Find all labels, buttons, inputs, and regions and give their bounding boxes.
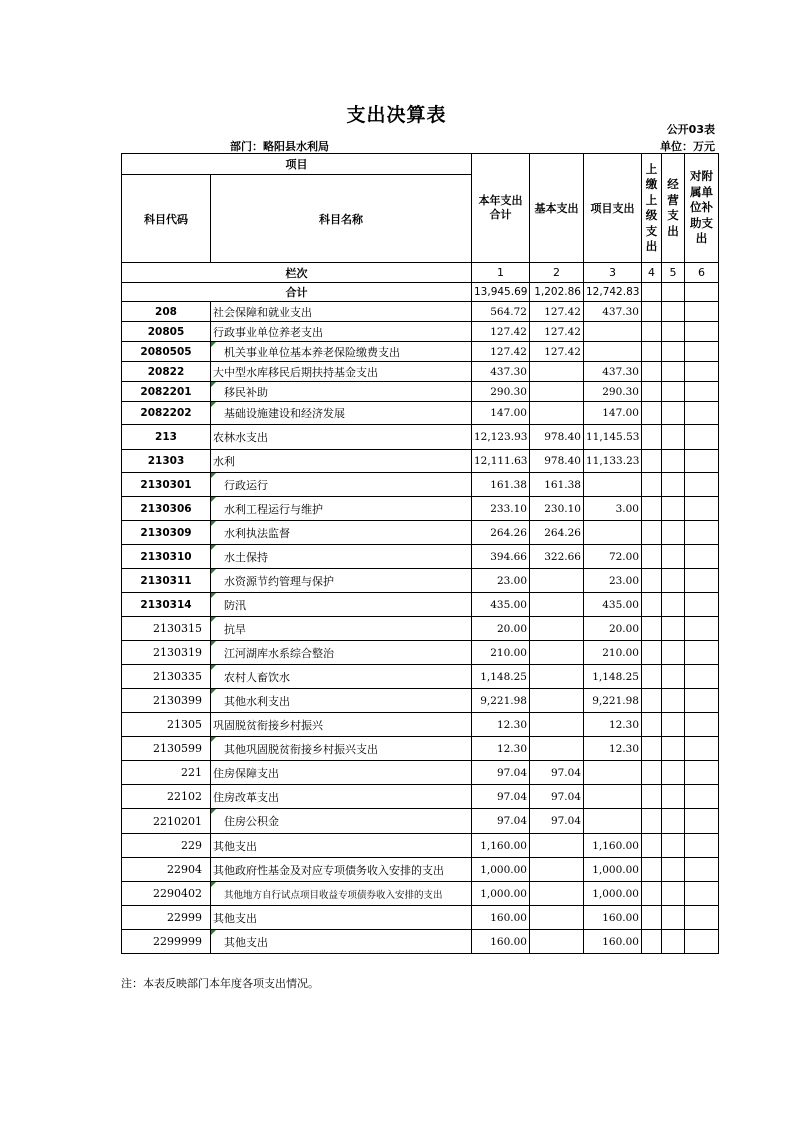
row-total: 290.30 [472, 382, 530, 402]
header-name: 科目名称 [211, 175, 472, 263]
row-total: 437.30 [472, 362, 530, 382]
row-upper [642, 425, 662, 450]
table-row [122, 497, 719, 521]
row-name: 其他政府性基金及对应专项债务收入安排的支出 [211, 858, 472, 882]
row-project: 1,000.00 [584, 858, 642, 882]
row-code: 2130399 [122, 689, 211, 713]
row-name: 江河湖库水系综合整治 [211, 641, 472, 665]
total-row-subsidy [685, 283, 719, 302]
header-subsidy [685, 154, 719, 263]
row-business [662, 545, 685, 569]
row-basic [530, 593, 584, 617]
row-name: 防汛 [211, 593, 472, 617]
form-number: 公开03表 [666, 123, 715, 136]
table-row [122, 665, 719, 689]
row-business [662, 641, 685, 665]
row-upper [642, 569, 662, 593]
row-name: 其他支出 [211, 834, 472, 858]
row-business [662, 362, 685, 382]
row-name: 行政运行 [211, 473, 472, 497]
row-business [662, 785, 685, 809]
header-total: 本年支出合计 [472, 154, 530, 263]
row-subsidy [685, 809, 719, 834]
row-business [662, 450, 685, 473]
row-name: 其他支出 [211, 930, 472, 954]
header-basic: 基本支出 [530, 154, 584, 263]
row-code: 2130306 [122, 497, 211, 521]
table-row [122, 593, 719, 617]
row-upper [642, 497, 662, 521]
row-project [584, 342, 642, 362]
row-subsidy [685, 882, 719, 906]
row-upper [642, 450, 662, 473]
row-business [662, 713, 685, 737]
row-upper [642, 930, 662, 954]
row-business [662, 593, 685, 617]
row-total: 264.26 [472, 521, 530, 545]
table-row [122, 882, 719, 906]
row-code: 2082202 [122, 402, 211, 425]
table-row [122, 761, 719, 785]
row-project: 9,221.98 [584, 689, 642, 713]
row-business [662, 809, 685, 834]
row-business [662, 402, 685, 425]
row-project [584, 761, 642, 785]
row-project [584, 809, 642, 834]
column-index-4: 4 [642, 263, 662, 283]
footnote: 注：本表反映部门本年度各项支出情况。 [121, 977, 319, 990]
row-basic: 127.42 [530, 302, 584, 322]
expenditure-table [121, 153, 719, 954]
row-name: 社会保障和就业支出 [211, 302, 472, 322]
row-code: 2299999 [122, 930, 211, 954]
row-name: 农林水支出 [211, 425, 472, 450]
row-name: 基础设施建设和经济发展 [211, 402, 472, 425]
row-total: 1,000.00 [472, 882, 530, 906]
row-business [662, 302, 685, 322]
row-code: 2130309 [122, 521, 211, 545]
row-total: 23.00 [472, 569, 530, 593]
row-upper [642, 761, 662, 785]
row-upper [642, 402, 662, 425]
row-subsidy [685, 545, 719, 569]
row-basic: 230.10 [530, 497, 584, 521]
row-project [584, 521, 642, 545]
table-row [122, 545, 719, 569]
row-basic [530, 689, 584, 713]
row-upper [642, 713, 662, 737]
table-row [122, 617, 719, 641]
column-index-6: 6 [685, 263, 719, 283]
row-project: 290.30 [584, 382, 642, 402]
row-code: 2080505 [122, 342, 211, 362]
row-total: 97.04 [472, 761, 530, 785]
row-upper [642, 665, 662, 689]
row-upper [642, 882, 662, 906]
row-project: 11,145.53 [584, 425, 642, 450]
row-upper [642, 834, 662, 858]
row-upper [642, 737, 662, 761]
row-subsidy [685, 834, 719, 858]
row-code: 22999 [122, 906, 211, 930]
row-name: 水资源节约管理与保护 [211, 569, 472, 593]
unit-label: 单位：万元 [660, 140, 715, 153]
header-code: 科目代码 [122, 175, 211, 263]
row-code: 2130314 [122, 593, 211, 617]
table-row [122, 737, 719, 761]
total-row-business [662, 283, 685, 302]
row-code: 2130301 [122, 473, 211, 497]
row-code: 2130335 [122, 665, 211, 689]
table-row [122, 362, 719, 382]
row-subsidy [685, 569, 719, 593]
row-total: 210.00 [472, 641, 530, 665]
column-index-2: 2 [530, 263, 584, 283]
header-upper-text: 上缴上级支出 [645, 161, 658, 253]
row-total: 9,221.98 [472, 689, 530, 713]
row-code: 2082201 [122, 382, 211, 402]
row-project: 437.30 [584, 302, 642, 322]
row-basic [530, 737, 584, 761]
row-project: 72.00 [584, 545, 642, 569]
row-basic: 322.66 [530, 545, 584, 569]
row-total: 127.42 [472, 322, 530, 342]
row-basic [530, 362, 584, 382]
row-business [662, 689, 685, 713]
row-basic [530, 930, 584, 954]
row-business [662, 617, 685, 641]
row-code: 2130319 [122, 641, 211, 665]
department-label: 部门：略阳县水利局 [230, 140, 329, 153]
row-basic: 97.04 [530, 809, 584, 834]
row-subsidy [685, 641, 719, 665]
table-row [122, 473, 719, 497]
row-name: 机关事业单位基本养老保险缴费支出 [211, 342, 472, 362]
row-total: 147.00 [472, 402, 530, 425]
row-code: 2290402 [122, 882, 211, 906]
row-code: 21303 [122, 450, 211, 473]
row-name: 其他水利支出 [211, 689, 472, 713]
row-business [662, 382, 685, 402]
row-project: 12.30 [584, 713, 642, 737]
row-project: 3.00 [584, 497, 642, 521]
row-business [662, 322, 685, 342]
row-total: 564.72 [472, 302, 530, 322]
row-total: 1,160.00 [472, 834, 530, 858]
row-basic [530, 402, 584, 425]
row-name: 其他支出 [211, 906, 472, 930]
total-row-upper [642, 283, 662, 302]
row-code: 213 [122, 425, 211, 450]
row-code: 2210201 [122, 809, 211, 834]
row-total: 233.10 [472, 497, 530, 521]
row-name: 住房保障支出 [211, 761, 472, 785]
row-subsidy [685, 342, 719, 362]
row-name: 抗旱 [211, 617, 472, 641]
row-upper [642, 521, 662, 545]
row-basic: 97.04 [530, 761, 584, 785]
row-name: 住房公积金 [211, 809, 472, 834]
row-subsidy [685, 761, 719, 785]
table-row [122, 322, 719, 342]
row-code: 2130315 [122, 617, 211, 641]
row-subsidy [685, 858, 719, 882]
column-index-label: 栏次 [122, 263, 472, 283]
table-row [122, 521, 719, 545]
row-upper [642, 593, 662, 617]
table-row [122, 834, 719, 858]
row-basic [530, 713, 584, 737]
row-subsidy [685, 425, 719, 450]
row-code: 2130310 [122, 545, 211, 569]
row-subsidy [685, 665, 719, 689]
row-name: 其他巩固脱贫衔接乡村振兴支出 [211, 737, 472, 761]
row-total: 435.00 [472, 593, 530, 617]
row-basic: 97.04 [530, 785, 584, 809]
row-basic: 264.26 [530, 521, 584, 545]
row-total: 160.00 [472, 930, 530, 954]
row-subsidy [685, 713, 719, 737]
row-code: 2130599 [122, 737, 211, 761]
row-subsidy [685, 617, 719, 641]
row-subsidy [685, 689, 719, 713]
row-project: 147.00 [584, 402, 642, 425]
total-row-basic: 1,202.86 [530, 283, 584, 302]
row-subsidy [685, 302, 719, 322]
row-basic [530, 906, 584, 930]
row-code: 20822 [122, 362, 211, 382]
row-name: 农村人畜饮水 [211, 665, 472, 689]
row-project: 11,133.23 [584, 450, 642, 473]
row-basic: 127.42 [530, 322, 584, 342]
table-row [122, 302, 719, 322]
column-index-1: 1 [472, 263, 530, 283]
table-row [122, 689, 719, 713]
row-code: 208 [122, 302, 211, 322]
row-name: 水利 [211, 450, 472, 473]
row-upper [642, 858, 662, 882]
row-code: 221 [122, 761, 211, 785]
row-basic [530, 882, 584, 906]
row-project [584, 785, 642, 809]
row-subsidy [685, 521, 719, 545]
header-project: 项目支出 [584, 154, 642, 263]
row-upper [642, 382, 662, 402]
table-row [122, 641, 719, 665]
row-total: 160.00 [472, 906, 530, 930]
row-name: 水利工程运行与维护 [211, 497, 472, 521]
row-name: 其他地方自行试点项目收益专项债券收入安排的支出 [211, 882, 472, 906]
row-total: 97.04 [472, 785, 530, 809]
row-business [662, 425, 685, 450]
row-total: 1,148.25 [472, 665, 530, 689]
row-code: 21305 [122, 713, 211, 737]
row-subsidy [685, 497, 719, 521]
row-total: 12.30 [472, 713, 530, 737]
column-index-5: 5 [662, 263, 685, 283]
row-total: 127.42 [472, 342, 530, 362]
row-project [584, 322, 642, 342]
row-upper [642, 809, 662, 834]
row-basic [530, 569, 584, 593]
row-total: 394.66 [472, 545, 530, 569]
row-code: 22904 [122, 858, 211, 882]
row-total: 1,000.00 [472, 858, 530, 882]
total-row-project: 12,742.83 [584, 283, 642, 302]
table-row [122, 858, 719, 882]
row-business [662, 342, 685, 362]
table-row [122, 713, 719, 737]
row-basic [530, 617, 584, 641]
row-code: 22102 [122, 785, 211, 809]
header-business [662, 154, 685, 263]
row-upper [642, 322, 662, 342]
row-business [662, 569, 685, 593]
row-business [662, 930, 685, 954]
row-basic [530, 382, 584, 402]
table-row [122, 342, 719, 362]
header-item: 项目 [122, 154, 472, 175]
row-name: 住房改革支出 [211, 785, 472, 809]
table-row [122, 425, 719, 450]
table-row [122, 809, 719, 834]
row-business [662, 858, 685, 882]
row-subsidy [685, 382, 719, 402]
header-business-text: 经营支出 [667, 177, 679, 238]
page-title: 支出决算表 [346, 104, 447, 126]
table-row [122, 906, 719, 930]
row-code: 2130311 [122, 569, 211, 593]
row-name: 行政事业单位养老支出 [211, 322, 472, 342]
table-row [122, 930, 719, 954]
row-project: 160.00 [584, 930, 642, 954]
row-code: 229 [122, 834, 211, 858]
row-upper [642, 689, 662, 713]
row-basic: 978.40 [530, 450, 584, 473]
row-project: 210.00 [584, 641, 642, 665]
row-subsidy [685, 737, 719, 761]
row-code: 20805 [122, 322, 211, 342]
table-row [122, 785, 719, 809]
row-name: 移民补助 [211, 382, 472, 402]
row-subsidy [685, 402, 719, 425]
row-upper [642, 302, 662, 322]
row-basic [530, 858, 584, 882]
table-row [122, 569, 719, 593]
row-name: 水利执法监督 [211, 521, 472, 545]
row-basic [530, 641, 584, 665]
row-upper [642, 473, 662, 497]
row-name: 巩固脱贫衔接乡村振兴 [211, 713, 472, 737]
row-subsidy [685, 785, 719, 809]
total-row-total: 13,945.69 [472, 283, 530, 302]
row-project: 1,160.00 [584, 834, 642, 858]
row-business [662, 882, 685, 906]
row-subsidy [685, 450, 719, 473]
row-total: 12,123.93 [472, 425, 530, 450]
row-business [662, 497, 685, 521]
row-total: 12,111.63 [472, 450, 530, 473]
row-upper [642, 545, 662, 569]
row-project: 1,000.00 [584, 882, 642, 906]
row-subsidy [685, 930, 719, 954]
column-index-3: 3 [584, 263, 642, 283]
row-basic: 161.38 [530, 473, 584, 497]
table-row [122, 402, 719, 425]
row-upper [642, 617, 662, 641]
row-subsidy [685, 473, 719, 497]
row-total: 97.04 [472, 809, 530, 834]
row-basic [530, 665, 584, 689]
row-total: 20.00 [472, 617, 530, 641]
row-upper [642, 342, 662, 362]
row-upper [642, 785, 662, 809]
row-project: 1,148.25 [584, 665, 642, 689]
row-basic [530, 834, 584, 858]
row-project: 160.00 [584, 906, 642, 930]
header-upper [642, 154, 662, 263]
row-business [662, 906, 685, 930]
row-total: 12.30 [472, 737, 530, 761]
row-subsidy [685, 322, 719, 342]
row-business [662, 761, 685, 785]
row-project: 20.00 [584, 617, 642, 641]
header-subsidy-text: 对附属单位补助支出 [690, 169, 713, 246]
row-project [584, 473, 642, 497]
row-upper [642, 641, 662, 665]
row-project: 12.30 [584, 737, 642, 761]
row-business [662, 737, 685, 761]
row-upper [642, 906, 662, 930]
row-upper [642, 362, 662, 382]
table-row [122, 450, 719, 473]
row-subsidy [685, 593, 719, 617]
row-project: 437.30 [584, 362, 642, 382]
row-business [662, 665, 685, 689]
row-subsidy [685, 362, 719, 382]
row-total: 161.38 [472, 473, 530, 497]
table-row [122, 382, 719, 402]
row-name: 大中型水库移民后期扶持基金支出 [211, 362, 472, 382]
row-basic: 978.40 [530, 425, 584, 450]
row-project: 23.00 [584, 569, 642, 593]
row-business [662, 473, 685, 497]
row-basic: 127.42 [530, 342, 584, 362]
row-subsidy [685, 906, 719, 930]
total-row-label: 合计 [122, 283, 472, 302]
row-business [662, 521, 685, 545]
row-business [662, 834, 685, 858]
row-project: 435.00 [584, 593, 642, 617]
row-name: 水土保持 [211, 545, 472, 569]
